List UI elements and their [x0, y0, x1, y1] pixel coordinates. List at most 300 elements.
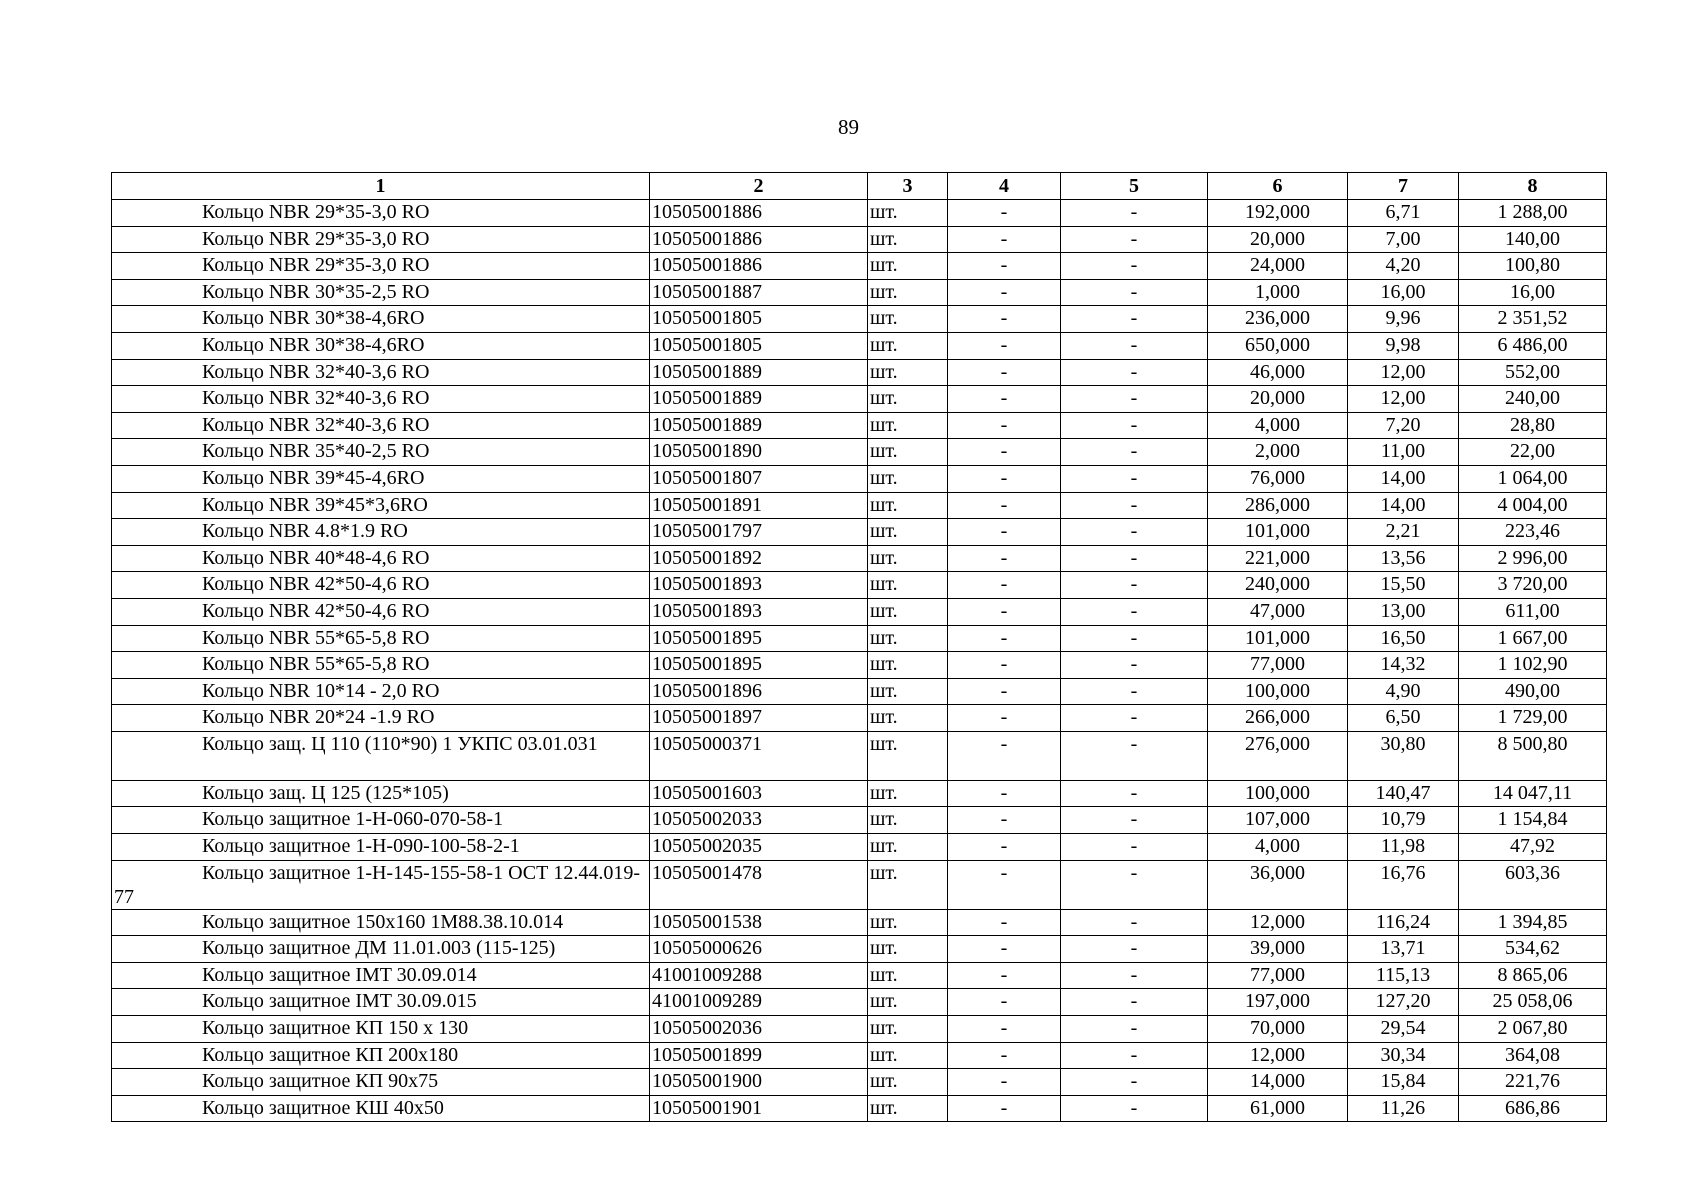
- column-4-cell: -: [948, 519, 1061, 546]
- column-4-cell: -: [948, 1095, 1061, 1122]
- unit-cell: шт.: [868, 253, 948, 280]
- column-4-cell: -: [948, 834, 1061, 861]
- amount-cell: 25 058,06: [1459, 989, 1607, 1016]
- amount-cell: 490,00: [1459, 678, 1607, 705]
- item-code-cell: 10505001603: [650, 780, 868, 807]
- amount-cell: 1 394,85: [1459, 909, 1607, 936]
- item-name: Кольцо защитное КШ 40х50: [202, 1096, 444, 1119]
- item-name: Кольцо NBR 30*38-4,6RO: [202, 333, 425, 356]
- unit-cell: шт.: [868, 1095, 948, 1122]
- column-4-cell: -: [948, 780, 1061, 807]
- item-code-cell: 10505001900: [650, 1069, 868, 1096]
- column-4-cell: -: [948, 279, 1061, 306]
- column-4-cell: -: [948, 962, 1061, 989]
- item-name-cell: [112, 492, 650, 519]
- quantity-cell: 236,000: [1208, 306, 1348, 333]
- table-row: [112, 465, 1607, 492]
- item-name: Кольцо NBR 39*45-4,6RO: [202, 466, 425, 489]
- quantity-cell: 46,000: [1208, 359, 1348, 386]
- item-name: Кольцо NBR 55*65-5,8 RO: [202, 626, 430, 649]
- price-cell: 12,00: [1348, 386, 1459, 413]
- column-4-cell: -: [948, 465, 1061, 492]
- column-4-cell: -: [948, 545, 1061, 572]
- item-name-cell: [112, 465, 650, 492]
- table-row: [112, 359, 1607, 386]
- item-code-cell: 10505001886: [650, 200, 868, 227]
- unit-cell: шт.: [868, 545, 948, 572]
- item-name: Кольцо NBR 4.8*1.9 RO: [202, 520, 408, 543]
- table-row: [112, 731, 1607, 780]
- item-name: Кольцо NBR 10*14 - 2,0 RO: [202, 679, 440, 702]
- quantity-cell: 286,000: [1208, 492, 1348, 519]
- amount-cell: 1 729,00: [1459, 705, 1607, 732]
- item-code-cell: 10505001895: [650, 625, 868, 652]
- unit-cell: шт.: [868, 412, 948, 439]
- item-code-cell: 10505002033: [650, 807, 868, 834]
- column-5-cell: -: [1061, 807, 1208, 834]
- item-code-cell: 10505001805: [650, 306, 868, 333]
- unit-cell: шт.: [868, 936, 948, 963]
- amount-cell: 1 064,00: [1459, 465, 1607, 492]
- item-name-cell: [112, 572, 650, 599]
- unit-cell: шт.: [868, 1016, 948, 1043]
- item-name: Кольцо защитное ДМ 11.01.003 (115-125): [202, 937, 556, 960]
- price-cell: 15,50: [1348, 572, 1459, 599]
- column-header: 6: [1208, 173, 1348, 200]
- quantity-cell: 221,000: [1208, 545, 1348, 572]
- amount-cell: 140,00: [1459, 226, 1607, 253]
- amount-cell: 100,80: [1459, 253, 1607, 280]
- item-code-cell: 10505001889: [650, 412, 868, 439]
- table-row: [112, 572, 1607, 599]
- item-name: Кольцо NBR 29*35-3,0 RO: [202, 227, 430, 250]
- table-row: [112, 834, 1607, 861]
- item-name-cell: [112, 439, 650, 466]
- amount-cell: 28,80: [1459, 412, 1607, 439]
- amount-cell: 240,00: [1459, 386, 1607, 413]
- column-5-cell: -: [1061, 465, 1208, 492]
- price-cell: 13,00: [1348, 598, 1459, 625]
- amount-cell: 2 067,80: [1459, 1016, 1607, 1043]
- amount-cell: 8 500,80: [1459, 731, 1607, 780]
- column-5-cell: -: [1061, 1095, 1208, 1122]
- unit-cell: шт.: [868, 807, 948, 834]
- column-5-cell: -: [1061, 492, 1208, 519]
- item-name: Кольцо NBR 32*40-3,6 RO: [202, 360, 430, 383]
- price-cell: 10,79: [1348, 807, 1459, 834]
- column-5-cell: -: [1061, 200, 1208, 227]
- column-5-cell: -: [1061, 545, 1208, 572]
- unit-cell: шт.: [868, 1042, 948, 1069]
- column-5-cell: -: [1061, 572, 1208, 599]
- item-name-cell: [112, 936, 650, 963]
- column-4-cell: -: [948, 439, 1061, 466]
- item-name: Кольцо NBR 42*50-4,6 RO: [202, 573, 430, 596]
- item-name-cell: [112, 780, 650, 807]
- price-cell: 14,32: [1348, 652, 1459, 679]
- item-name-cell: [112, 652, 650, 679]
- quantity-cell: 14,000: [1208, 1069, 1348, 1096]
- item-code-cell: 10505002036: [650, 1016, 868, 1043]
- quantity-cell: 24,000: [1208, 253, 1348, 280]
- column-5-cell: -: [1061, 359, 1208, 386]
- price-cell: 7,20: [1348, 412, 1459, 439]
- column-header: 1: [112, 173, 650, 200]
- column-header: 2: [650, 173, 868, 200]
- column-4-cell: -: [948, 226, 1061, 253]
- column-5-cell: -: [1061, 936, 1208, 963]
- item-name-cell: [112, 386, 650, 413]
- unit-cell: шт.: [868, 572, 948, 599]
- item-name: Кольцо NBR 30*35-2,5 RO: [202, 280, 430, 303]
- amount-cell: 14 047,11: [1459, 780, 1607, 807]
- price-cell: 140,47: [1348, 780, 1459, 807]
- column-4-cell: -: [948, 731, 1061, 780]
- item-name-cell: [112, 678, 650, 705]
- table-row: [112, 909, 1607, 936]
- item-name: Кольцо защитное 1-Н-060-070-58-1: [202, 808, 504, 831]
- quantity-cell: 240,000: [1208, 572, 1348, 599]
- item-name: Кольцо защитное 1-Н-145-155-58-1 ОСТ 12.44.019-77: [114, 861, 640, 908]
- amount-cell: 221,76: [1459, 1069, 1607, 1096]
- price-cell: 29,54: [1348, 1016, 1459, 1043]
- column-header: 3: [868, 173, 948, 200]
- unit-cell: шт.: [868, 306, 948, 333]
- item-code-cell: 10505001538: [650, 909, 868, 936]
- quantity-cell: 107,000: [1208, 807, 1348, 834]
- quantity-cell: 2,000: [1208, 439, 1348, 466]
- item-name: Кольцо защитное КП 90х75: [202, 1070, 439, 1093]
- item-name-cell: [112, 909, 650, 936]
- column-4-cell: -: [948, 860, 1061, 909]
- item-code-cell: 10505001897: [650, 705, 868, 732]
- table-row: [112, 962, 1607, 989]
- item-name-cell: [112, 332, 650, 359]
- amount-cell: 552,00: [1459, 359, 1607, 386]
- column-5-cell: -: [1061, 386, 1208, 413]
- item-name: Кольцо защитное IMT 30.09.014: [202, 963, 477, 986]
- table-row: [112, 1016, 1607, 1043]
- column-4-cell: -: [948, 253, 1061, 280]
- quantity-cell: 192,000: [1208, 200, 1348, 227]
- table-row: [112, 253, 1607, 280]
- item-name: Кольцо защитное IMT 30.09.015: [202, 990, 477, 1013]
- quantity-cell: 1,000: [1208, 279, 1348, 306]
- unit-cell: шт.: [868, 465, 948, 492]
- unit-cell: шт.: [868, 780, 948, 807]
- header-row: [112, 173, 1607, 200]
- price-cell: 11,98: [1348, 834, 1459, 861]
- item-name: Кольцо NBR 20*24 -1.9 RO: [202, 706, 435, 729]
- item-name: Кольцо защитное КП 150 х 130: [202, 1017, 469, 1040]
- item-name-cell: [112, 625, 650, 652]
- column-4-cell: -: [948, 705, 1061, 732]
- price-cell: 30,80: [1348, 731, 1459, 780]
- column-5-cell: -: [1061, 909, 1208, 936]
- price-cell: 9,96: [1348, 306, 1459, 333]
- unit-cell: шт.: [868, 439, 948, 466]
- item-name: Кольцо NBR 42*50-4,6 RO: [202, 599, 430, 622]
- price-cell: 4,20: [1348, 253, 1459, 280]
- table-row: [112, 625, 1607, 652]
- quantity-cell: 101,000: [1208, 625, 1348, 652]
- item-code-cell: 10505001886: [650, 226, 868, 253]
- quantity-cell: 47,000: [1208, 598, 1348, 625]
- unit-cell: шт.: [868, 359, 948, 386]
- item-code-cell: 10505001895: [650, 652, 868, 679]
- column-5-cell: -: [1061, 731, 1208, 780]
- item-name-cell: [112, 200, 650, 227]
- unit-cell: шт.: [868, 200, 948, 227]
- column-5-cell: -: [1061, 989, 1208, 1016]
- unit-cell: шт.: [868, 279, 948, 306]
- item-name: Кольцо защ. Ц 125 (125*105): [202, 781, 449, 804]
- table-row: [112, 1069, 1607, 1096]
- column-4-cell: -: [948, 572, 1061, 599]
- table-row: [112, 545, 1607, 572]
- price-cell: 30,34: [1348, 1042, 1459, 1069]
- item-code-cell: 10505001807: [650, 465, 868, 492]
- column-5-cell: -: [1061, 439, 1208, 466]
- item-name-cell: [112, 731, 650, 780]
- amount-cell: 1 154,84: [1459, 807, 1607, 834]
- amount-cell: 6 486,00: [1459, 332, 1607, 359]
- quantity-cell: 12,000: [1208, 909, 1348, 936]
- unit-cell: шт.: [868, 909, 948, 936]
- unit-cell: шт.: [868, 989, 948, 1016]
- column-4-cell: -: [948, 598, 1061, 625]
- quantity-cell: 36,000: [1208, 860, 1348, 909]
- price-cell: 12,00: [1348, 359, 1459, 386]
- table-row: [112, 936, 1607, 963]
- column-5-cell: -: [1061, 1069, 1208, 1096]
- item-name-cell: [112, 519, 650, 546]
- item-name-cell: [112, 1016, 650, 1043]
- column-4-cell: -: [948, 332, 1061, 359]
- table-row: [112, 780, 1607, 807]
- column-5-cell: -: [1061, 705, 1208, 732]
- item-name: Кольцо защитное КП 200х180: [202, 1043, 459, 1066]
- column-4-cell: -: [948, 359, 1061, 386]
- item-code-cell: 10505001889: [650, 359, 868, 386]
- amount-cell: 686,86: [1459, 1095, 1607, 1122]
- item-code-cell: 10505001892: [650, 545, 868, 572]
- price-cell: 15,84: [1348, 1069, 1459, 1096]
- unit-cell: шт.: [868, 834, 948, 861]
- item-name: Кольцо NBR 32*40-3,6 RO: [202, 387, 430, 410]
- column-5-cell: -: [1061, 652, 1208, 679]
- quantity-cell: 100,000: [1208, 780, 1348, 807]
- table-row: [112, 332, 1607, 359]
- item-name: Кольцо NBR 32*40-3,6 RO: [202, 413, 430, 436]
- price-cell: 16,00: [1348, 279, 1459, 306]
- item-code-cell: 10505001893: [650, 572, 868, 599]
- price-cell: 13,71: [1348, 936, 1459, 963]
- column-5-cell: -: [1061, 834, 1208, 861]
- column-5-cell: -: [1061, 226, 1208, 253]
- unit-cell: шт.: [868, 705, 948, 732]
- item-name: Кольцо защитное 1-Н-090-100-58-2-1: [202, 835, 520, 858]
- item-code-cell: 10505001901: [650, 1095, 868, 1122]
- column-5-cell: -: [1061, 860, 1208, 909]
- column-4-cell: -: [948, 1016, 1061, 1043]
- table-row: [112, 989, 1607, 1016]
- table-row: [112, 1042, 1607, 1069]
- column-4-cell: -: [948, 386, 1061, 413]
- column-4-cell: -: [948, 200, 1061, 227]
- item-code-cell: 10505001797: [650, 519, 868, 546]
- column-4-cell: -: [948, 936, 1061, 963]
- quantity-cell: 197,000: [1208, 989, 1348, 1016]
- item-name-cell: [112, 253, 650, 280]
- item-name-cell: [112, 359, 650, 386]
- quantity-cell: 266,000: [1208, 705, 1348, 732]
- column-4-cell: -: [948, 989, 1061, 1016]
- price-cell: 13,56: [1348, 545, 1459, 572]
- amount-cell: 2 996,00: [1459, 545, 1607, 572]
- quantity-cell: 4,000: [1208, 412, 1348, 439]
- column-4-cell: -: [948, 909, 1061, 936]
- price-cell: 6,50: [1348, 705, 1459, 732]
- item-code-cell: 10505001893: [650, 598, 868, 625]
- amount-cell: 534,62: [1459, 936, 1607, 963]
- column-4-cell: -: [948, 306, 1061, 333]
- item-name-cell: [112, 834, 650, 861]
- item-name: Кольцо NBR 40*48-4,6 RO: [202, 546, 430, 569]
- column-5-cell: -: [1061, 306, 1208, 333]
- table-row: [112, 226, 1607, 253]
- column-4-cell: -: [948, 625, 1061, 652]
- item-name: Кольцо NBR 35*40-2,5 RO: [202, 440, 430, 463]
- price-cell: 14,00: [1348, 465, 1459, 492]
- amount-cell: 16,00: [1459, 279, 1607, 306]
- item-name: Кольцо NBR 29*35-3,0 RO: [202, 201, 430, 223]
- price-cell: 115,13: [1348, 962, 1459, 989]
- unit-cell: шт.: [868, 731, 948, 780]
- quantity-cell: 76,000: [1208, 465, 1348, 492]
- column-5-cell: -: [1061, 412, 1208, 439]
- item-code-cell: 10505000626: [650, 936, 868, 963]
- table-row: [112, 492, 1607, 519]
- column-5-cell: -: [1061, 332, 1208, 359]
- amount-cell: 8 865,06: [1459, 962, 1607, 989]
- column-header: 8: [1459, 173, 1607, 200]
- price-cell: 127,20: [1348, 989, 1459, 1016]
- price-cell: 16,50: [1348, 625, 1459, 652]
- item-code-cell: 10505001478: [650, 860, 868, 909]
- table-row: [112, 807, 1607, 834]
- item-code-cell: 10505001887: [650, 279, 868, 306]
- unit-cell: шт.: [868, 652, 948, 679]
- quantity-cell: 100,000: [1208, 678, 1348, 705]
- quantity-cell: 70,000: [1208, 1016, 1348, 1043]
- page-number: 89: [838, 115, 859, 139]
- item-name: Кольцо NBR 29*35-3,0 RO: [202, 254, 430, 277]
- quantity-cell: 77,000: [1208, 652, 1348, 679]
- unit-cell: шт.: [868, 386, 948, 413]
- unit-cell: шт.: [868, 519, 948, 546]
- amount-cell: 4 004,00: [1459, 492, 1607, 519]
- column-5-cell: -: [1061, 253, 1208, 280]
- table-row: [112, 860, 1607, 909]
- item-code-cell: 10505001890: [650, 439, 868, 466]
- item-name-cell: [112, 412, 650, 439]
- unit-cell: шт.: [868, 860, 948, 909]
- column-5-cell: -: [1061, 625, 1208, 652]
- price-cell: 4,90: [1348, 678, 1459, 705]
- table-row: [112, 306, 1607, 333]
- table-row: [112, 439, 1607, 466]
- amount-cell: 47,92: [1459, 834, 1607, 861]
- amount-cell: 1 667,00: [1459, 625, 1607, 652]
- price-cell: 2,21: [1348, 519, 1459, 546]
- table-row: [112, 279, 1607, 306]
- item-name-cell: [112, 1042, 650, 1069]
- item-name-cell: [112, 1095, 650, 1122]
- column-4-cell: -: [948, 1069, 1061, 1096]
- item-name-cell: [112, 1069, 650, 1096]
- quantity-cell: 20,000: [1208, 226, 1348, 253]
- table-row: [112, 652, 1607, 679]
- column-4-cell: -: [948, 412, 1061, 439]
- quantity-cell: 61,000: [1208, 1095, 1348, 1122]
- item-name: Кольцо защитное 150х160 1М88.38.10.014: [202, 910, 564, 933]
- item-code-cell: 10505001886: [650, 253, 868, 280]
- quantity-cell: 20,000: [1208, 386, 1348, 413]
- item-name: Кольцо NBR 55*65-5,8 RO: [202, 653, 430, 676]
- item-name-cell: [112, 989, 650, 1016]
- table-row: [112, 412, 1607, 439]
- table-row: [112, 705, 1607, 732]
- quantity-cell: 101,000: [1208, 519, 1348, 546]
- unit-cell: шт.: [868, 598, 948, 625]
- amount-cell: 223,46: [1459, 519, 1607, 546]
- item-code-cell: 10505001899: [650, 1042, 868, 1069]
- price-cell: 16,76: [1348, 860, 1459, 909]
- column-5-cell: -: [1061, 780, 1208, 807]
- table-row: [112, 200, 1607, 227]
- table-row: [112, 1095, 1607, 1122]
- amount-cell: 1 102,90: [1459, 652, 1607, 679]
- table-body: [112, 200, 1607, 1122]
- column-5-cell: -: [1061, 678, 1208, 705]
- column-header: 7: [1348, 173, 1459, 200]
- quantity-cell: 650,000: [1208, 332, 1348, 359]
- unit-cell: шт.: [868, 226, 948, 253]
- amount-cell: 611,00: [1459, 598, 1607, 625]
- column-4-cell: -: [948, 652, 1061, 679]
- item-code-cell: 10505001805: [650, 332, 868, 359]
- item-code-cell: 10505000371: [650, 731, 868, 780]
- column-4-cell: -: [948, 807, 1061, 834]
- item-code-cell: 10505001891: [650, 492, 868, 519]
- item-code-cell: 10505001896: [650, 678, 868, 705]
- unit-cell: шт.: [868, 1069, 948, 1096]
- quantity-cell: 39,000: [1208, 936, 1348, 963]
- price-cell: 6,71: [1348, 200, 1459, 227]
- column-4-cell: -: [948, 1042, 1061, 1069]
- unit-cell: шт.: [868, 332, 948, 359]
- inventory-table: [111, 172, 1607, 1122]
- item-name: Кольцо NBR 39*45*3,6RO: [202, 493, 428, 516]
- column-5-cell: -: [1061, 1042, 1208, 1069]
- table-row: [112, 386, 1607, 413]
- column-5-cell: -: [1061, 519, 1208, 546]
- quantity-cell: 4,000: [1208, 834, 1348, 861]
- item-name-cell: [112, 226, 650, 253]
- quantity-cell: 276,000: [1208, 731, 1348, 780]
- column-4-cell: -: [948, 492, 1061, 519]
